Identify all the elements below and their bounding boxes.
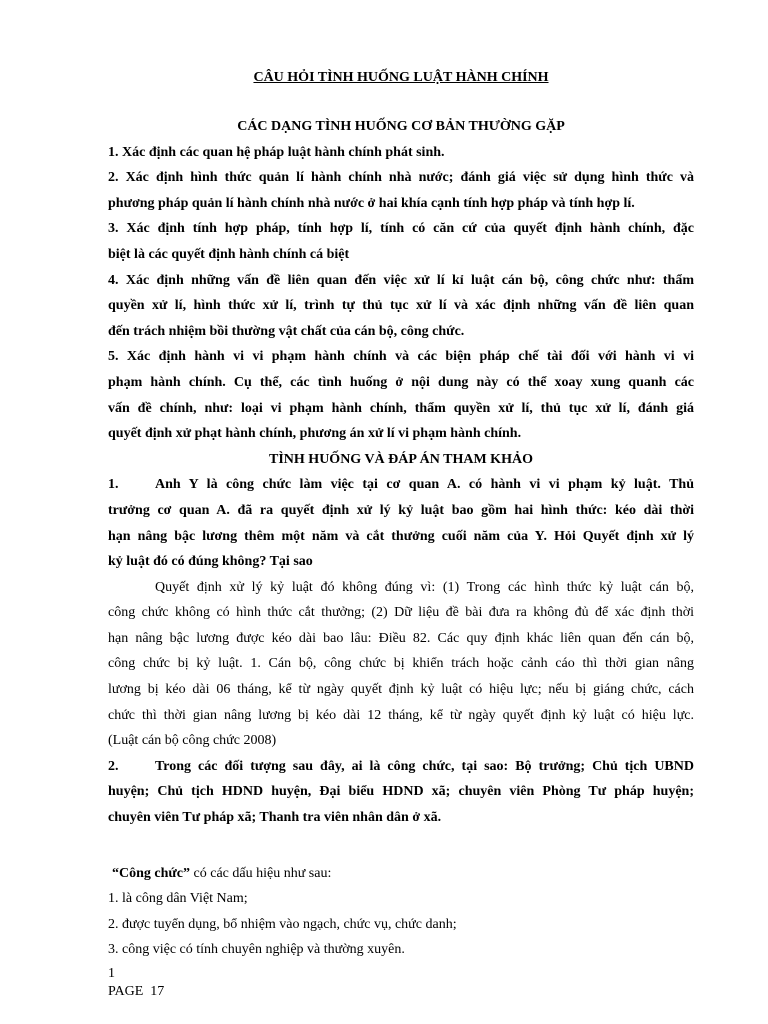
- question-1-number: 1.: [108, 477, 119, 493]
- type-item-4-line-2: quyền xử lí, hình thức xử lí, trình tự thủ tục xử lí và xác định những vấn đề liên quan: [108, 298, 694, 314]
- type-item-5-line-2: phạm hành chính. Cụ thể, các tình huống ở nội dung này có thể xoay xung quanh các: [108, 374, 694, 390]
- document-title: CÂU HỎI TÌNH HUỐNG LUẬT HÀNH CHÍNH: [253, 70, 549, 85]
- type-item-3-line-1: 3. Xác định tính hợp pháp, tính hợp lí, tính có căn cứ của quyết định hành chính, đặc: [108, 221, 694, 237]
- section-heading-cases-answers: TÌNH HUỐNG VÀ ĐÁP ÁN THAM KHẢO: [269, 451, 533, 467]
- question-1-line-2: trưởng cơ quan A. đã ra quyết định xử lý kỷ luật bao gồm hai hình thức: kéo dài thời: [108, 502, 694, 518]
- answer-1-line-1: Quyết định xử lý kỷ luật đó không đúng vì: (1) Trong các hình thức kỷ luật cán bộ,: [155, 579, 694, 595]
- question-1-line-4: kỷ luật đó có đúng không? Tại sao: [108, 554, 313, 570]
- type-item-3-line-2: biệt là các quyết định hành chính cá biệt: [108, 246, 350, 262]
- question-2-line-2: huyện; Chủ tịch HDND huyện, Đại biểu HDND xã; chuyên viên Phòng Tư pháp huyện;: [108, 784, 694, 800]
- answer-1-line-3: hạn nâng bậc lương được kéo dài bao lâu: Điều 82. Các quy định khác liên quan đến cán bộ,: [108, 630, 694, 646]
- type-item-2-line-1: 2. Xác định hình thức quản lí hành chính nhà nước; đánh giá việc sử dụng hình thức và: [108, 170, 694, 186]
- definition-intro: [108, 861, 694, 887]
- type-item-4-line-3: đến trách nhiệm bồi thường vật chất của cán bộ, công chức.: [108, 323, 465, 339]
- answer-1-line-7: (Luật cán bộ công chức 2008): [108, 733, 277, 749]
- question-1-line-1: [108, 472, 694, 498]
- document-page: [108, 66, 694, 963]
- definition-term: “Công chức”: [112, 865, 191, 881]
- answer-1-line-4: công chức bị kỷ luật. 1. Cán bộ, công chức bị khiển trách hoặc cảnh cáo thì thời gian nâng: [108, 656, 694, 672]
- question-2-number: 2.: [108, 758, 119, 774]
- question-1-text-1: Anh Y là công chức làm việc tại cơ quan A. có hành vi vi phạm kỷ luật. Thủ: [155, 477, 694, 493]
- type-item-5-line-4: quyết định xử phạt hành chính, phương án xử lí vi phạm hành chính.: [108, 426, 522, 442]
- type-item-5-line-3: vấn đề chính, như: loại vi phạm hành chính, thẩm quyền xử lí, thủ tục xử lí, đánh giá: [108, 400, 694, 416]
- answer-1-line-2: công chức không có hình thức cắt thưởng; (2) Dữ liệu đề bài đưa ra không đủ để xác định thời: [108, 605, 694, 621]
- question-2-line-3: chuyên viên Tư pháp xã; Thanh tra viên nhân dân ở xã.: [108, 810, 442, 826]
- definition-item-1: 1. là công dân Việt Nam;: [108, 891, 248, 907]
- answer-1-line-6: chức thì thời gian nâng lương bị kéo dài 12 tháng, kể từ ngày quyết định kỷ luật có hiệu lực.: [108, 707, 694, 723]
- type-item-4-line-1: 4. Xác định những vấn đề liên quan đến việc xử lí kỉ luật cán bộ, công chức như: thẩm: [108, 272, 694, 288]
- answer-1-line-5: lương bị kéo dài 06 tháng, kể từ ngày quyết định kỷ luật có hiệu lực; nếu bị giáng chức, cách: [108, 682, 694, 698]
- question-1-line-3: hạn nâng bậc lương thêm một năm và cắt thưởng cuối năm của Y. Hỏi Quyết định xử lý: [108, 528, 694, 544]
- page-footer: [108, 965, 164, 1001]
- section-heading-common-types: CÁC DẠNG TÌNH HUỐNG CƠ BẢN THƯỜNG GẶP: [237, 119, 565, 134]
- type-item-2-line-2: phương pháp quản lí hành chính nhà nước ở hai khía cạnh tính hợp pháp và tính hợp lí.: [108, 195, 635, 211]
- question-2-text-1: Trong các đối tượng sau đây, ai là công chức, tại sao: Bộ trưởng; Chủ tịch UBND: [155, 758, 694, 774]
- type-item-5-line-1: 5. Xác định hành vi vi phạm hành chính và các biện pháp chế tài đối với hành vi vi: [108, 349, 694, 365]
- definition-item-2: 2. được tuyển dụng, bổ nhiệm vào ngạch, chức vụ, chức danh;: [108, 916, 457, 932]
- definition-intro-rest: có các dấu hiệu như sau:: [190, 865, 332, 881]
- footer-number: 1: [108, 966, 115, 981]
- footer-page-label: PAGE 17: [108, 984, 165, 999]
- type-item-1-line-1: 1. Xác định các quan hệ pháp luật hành chính phát sinh.: [108, 144, 445, 160]
- definition-item-3: 3. công việc có tính chuyên nghiệp và thường xuyên.: [108, 942, 405, 958]
- question-2-line-1: [108, 754, 694, 780]
